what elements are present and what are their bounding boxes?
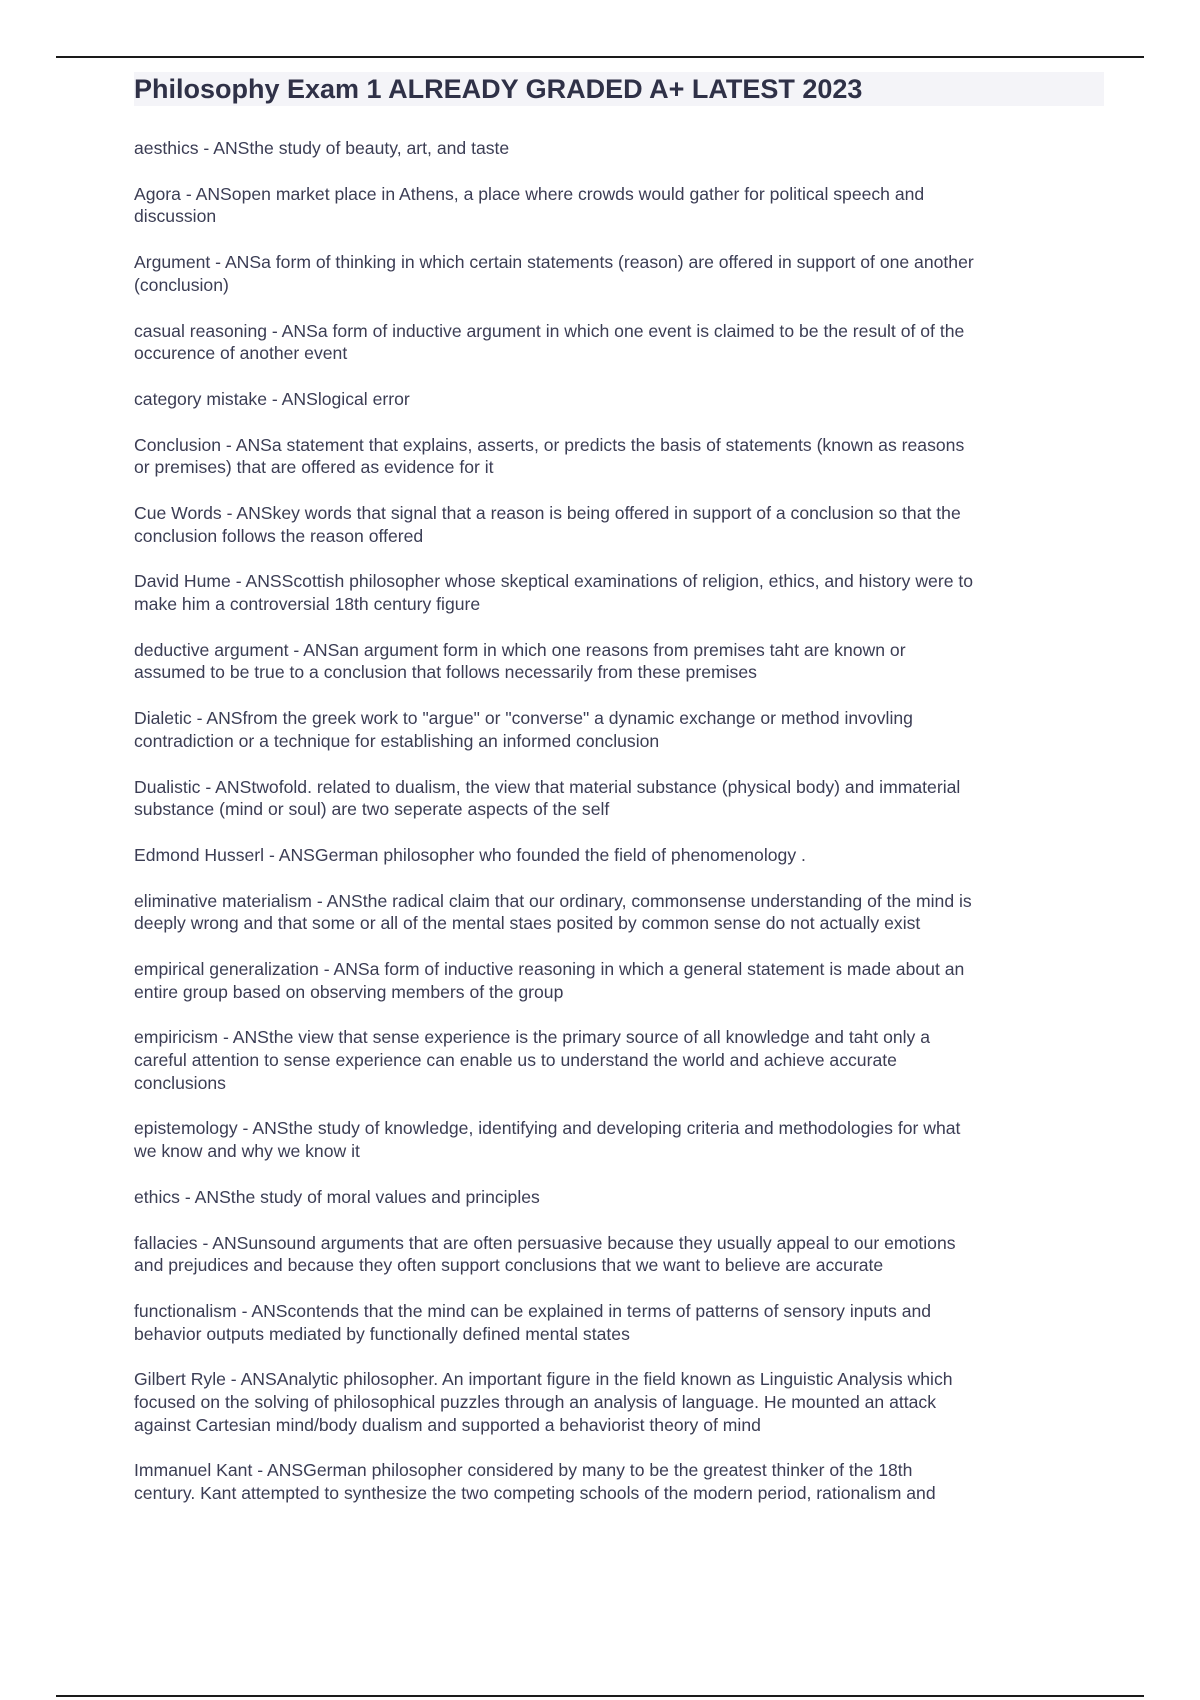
entry-text-line: casual reasoning - ANSa form of inductive argument in which one event is claimed to be the result of of the [134, 320, 965, 341]
bottom-rule [56, 1695, 1144, 1697]
entry-text-line: occurence of another event [134, 343, 348, 364]
glossary-entry [134, 776, 1104, 821]
glossary-entry [134, 137, 1104, 160]
entry-text-line: Argument - ANSa form of thinking in which certain statements (reason) are offered in support of one another [134, 252, 974, 273]
glossary-entry [134, 251, 1104, 296]
glossary-entry [134, 434, 1104, 479]
top-rule [56, 56, 1144, 58]
entry-text-line: focused on the solving of philosophical puzzles through an analysis of language. He mounted an attack [134, 1391, 937, 1412]
entry-text-line: functionalism - ANScontends that the mind can be explained in terms of patterns of sensory inputs and [134, 1300, 932, 1321]
glossary-entry [134, 1459, 1104, 1504]
entry-text-line: discussion [134, 206, 217, 227]
glossary-entry [134, 1368, 1104, 1436]
entry-text-line: century. Kant attempted to synthesize the two competing schools of the modern period, rationalism and [134, 1482, 936, 1503]
entry-text-line: deductive argument - ANSan argument form in which one reasons from premises taht are known or [134, 639, 906, 660]
entry-text-line: Immanuel Kant - ANSGerman philosopher considered by many to be the greatest thinker of the 18th [134, 1460, 913, 1481]
glossary-entry [134, 1117, 1104, 1162]
glossary-entry [134, 639, 1104, 684]
entry-text-line: make him a controversial 18th century figure [134, 594, 481, 615]
entry-text-line: deeply wrong and that some or all of the mental staes posited by common sense do not actually exist [134, 913, 921, 934]
entry-text-line: Edmond Husserl - ANSGerman philosopher who founded the field of phenomenology . [134, 844, 806, 865]
entry-text-line: Dualistic - ANStwofold. related to dualism, the view that material substance (physical body) and immaterial [134, 776, 961, 797]
entry-text-line: epistemology - ANSthe study of knowledge, identifying and developing criteria and methodologies for what [134, 1118, 961, 1139]
document-title: Philosophy Exam 1 ALREADY GRADED A+ LATEST 2023 [134, 74, 863, 104]
entry-text-line: (conclusion) [134, 274, 229, 295]
glossary-entry [134, 183, 1104, 228]
glossary-entry [134, 1232, 1104, 1277]
glossary-entry [134, 1300, 1104, 1345]
entry-text-line: substance (mind or soul) are two seperate aspects of the self [134, 799, 610, 820]
glossary-entry [134, 1186, 1104, 1209]
entry-text-line: or premises) that are offered as evidence for it [134, 457, 494, 478]
entry-text-line: Conclusion - ANSa statement that explains, asserts, or predicts the basis of statements (known as reasons [134, 434, 965, 455]
entry-text-line: David Hume - ANSScottish philosopher whose skeptical examinations of religion, ethics, and history were to [134, 571, 974, 592]
glossary-entry [134, 890, 1104, 935]
entry-text-line: category mistake - ANSlogical error [134, 388, 410, 409]
entry-text-line: behavior outputs mediated by functionally defined mental states [134, 1323, 630, 1344]
entry-text-line: and prejudices and because they often support conclusions that we want to believe are accurate [134, 1255, 884, 1276]
glossary-entry [134, 570, 1104, 615]
glossary-entry [134, 707, 1104, 752]
glossary-entry [134, 844, 1104, 867]
glossary-entry [134, 502, 1104, 547]
entry-text-line: against Cartesian mind/body dualism and supported a behaviorist theory of mind [134, 1414, 761, 1435]
entry-text-line: we know and why we know it [134, 1141, 360, 1162]
entry-text-line: Cue Words - ANSkey words that signal that a reason is being offered in support of a conclusion so that the [134, 503, 961, 524]
entry-text-line: Gilbert Ryle - ANSAnalytic philosopher. An important figure in the field known as Linguistic Analysis which [134, 1369, 953, 1390]
entry-text-line: eliminative materialism - ANSthe radical claim that our ordinary, commonsense understanding of the mind is [134, 890, 972, 911]
entry-text-line: Dialetic - ANSfrom the greek work to "argue" or "converse" a dynamic exchange or method invovling [134, 708, 913, 729]
entry-text-line: conclusion follows the reason offered [134, 525, 424, 546]
glossary-entry [134, 320, 1104, 365]
glossary-list [134, 137, 1104, 1528]
entry-text-line: ethics - ANSthe study of moral values and principles [134, 1186, 540, 1207]
entry-text-line: Agora - ANSopen market place in Athens, a place where crowds would gather for political speech and [134, 183, 925, 204]
glossary-entry [134, 1026, 1104, 1094]
entry-text-line: contradiction or a technique for establishing an informed conclusion [134, 730, 660, 751]
entry-text-line: assumed to be true to a conclusion that follows necessarily from these premises [134, 662, 757, 683]
entry-text-line: empirical generalization - ANSa form of inductive reasoning in which a general statement is made about an [134, 959, 965, 980]
entry-text-line: empiricism - ANSthe view that sense experience is the primary source of all knowledge and taht only a [134, 1027, 931, 1048]
entry-text-line: entire group based on observing members of the group [134, 981, 564, 1002]
glossary-entry [134, 958, 1104, 1003]
entry-text-line: conclusions [134, 1072, 226, 1093]
glossary-entry [134, 388, 1104, 411]
entry-text-line: aesthics - ANSthe study of beauty, art, and taste [134, 138, 510, 158]
entry-text-line: careful attention to sense experience can enable us to understand the world and achieve accurate [134, 1050, 897, 1071]
entry-text-line: fallacies - ANSunsound arguments that are often persuasive because they usually appeal to our emotions [134, 1232, 956, 1253]
